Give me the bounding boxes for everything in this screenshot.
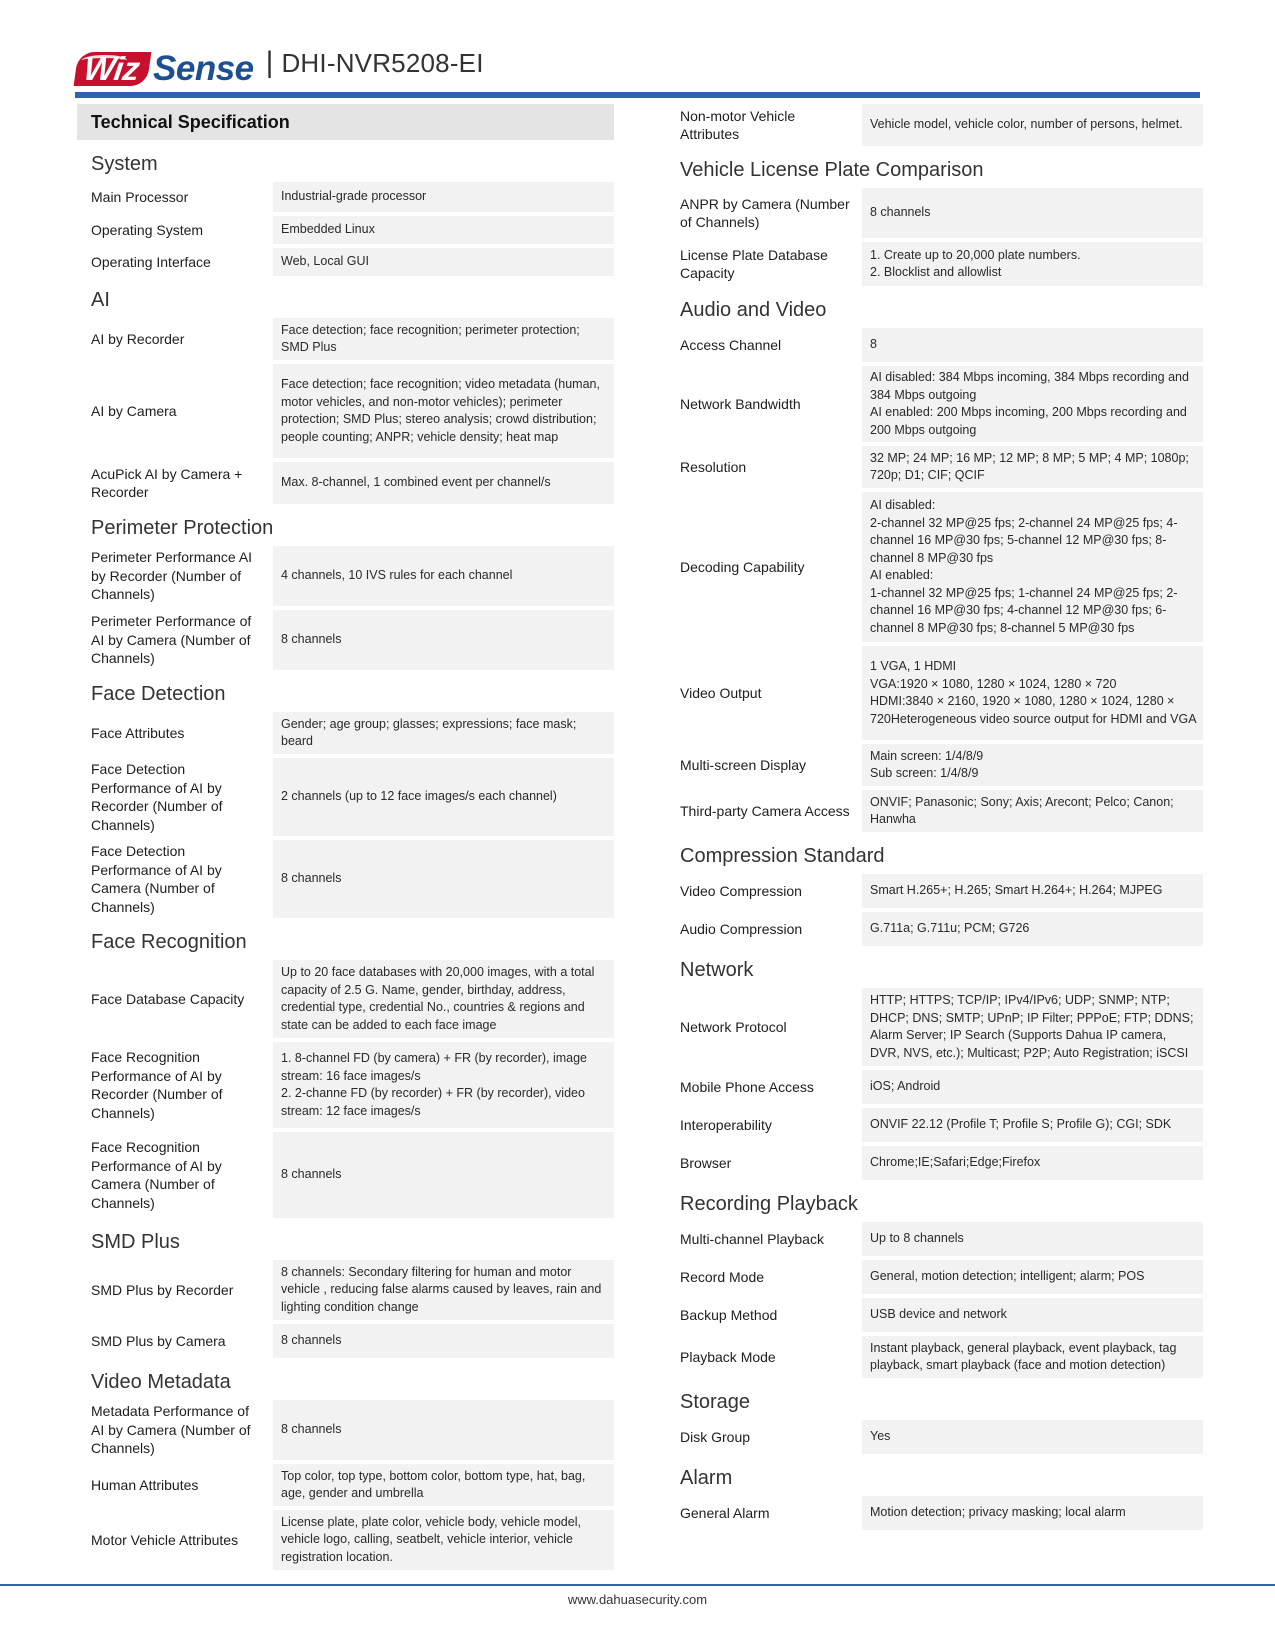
spec-row: [666, 366, 1203, 442]
section-title: Alarm: [680, 1467, 733, 1489]
spec-label: Operating System: [91, 221, 204, 238]
spec-label: Interoperability: [680, 1116, 772, 1133]
footer-url[interactable]: www.dahuasecurity.com: [567, 1592, 708, 1607]
spec-row: [77, 610, 614, 670]
spec-row: [666, 1496, 1203, 1530]
spec-row: [666, 1222, 1203, 1256]
spec-row: [666, 1298, 1203, 1332]
spec-label: Video Output: [680, 684, 762, 701]
spec-value: 8 channels: [862, 188, 1203, 238]
spec-label: SMD Plus by Camera: [91, 1332, 226, 1349]
spec-value: 8 channels: [273, 1324, 614, 1358]
spec-value: Face detection; face recognition; perimeter protection; SMD Plus: [273, 318, 614, 360]
spec-row: [666, 446, 1203, 488]
spec-label: Human Attributes: [91, 1476, 199, 1493]
section-title: Recording Playback: [680, 1193, 858, 1215]
spec-row: [666, 744, 1203, 786]
spec-label: Operating Interface: [91, 253, 211, 270]
spec-label: Disk Group: [680, 1428, 751, 1445]
spec-value: AI disabled: 2-channel 32 MP@25 fps; 2-channel 24 MP@25 fps; 4-channel 16 MP@30 fps; 5-channel 12 MP@30 fps; 8-channel 8 MP@30 fps AI enabled: 1-channel 32 MP@25 fps; 1-channel 24 MP@25 fps; 2-channel 16 MP@30 fps; 4-channel 12 MP@30 fps; 6-channel 8 MP@30 fps; 8-channel 5 MP@30 fps: [862, 492, 1203, 642]
spec-row: [77, 1042, 614, 1128]
spec-row: [666, 104, 1203, 146]
spec-value: 4 channels, 10 IVS rules for each channel: [273, 546, 614, 606]
spec-value: 8 channels: [273, 1132, 614, 1218]
spec-row: [666, 328, 1203, 362]
spec-value: 8 channels: [273, 840, 614, 918]
section-title: Video Metadata: [91, 1371, 231, 1393]
spec-value: Up to 8 channels: [862, 1222, 1203, 1256]
section-title: Storage: [680, 1391, 751, 1413]
spec-row: [666, 1108, 1203, 1142]
spec-value: Top color, top type, bottom color, bottom type, hat, bag, age, gender and umbrella: [273, 1464, 614, 1506]
spec-value: 32 MP; 24 MP; 16 MP; 12 MP; 8 MP; 5 MP; 4 MP; 1080p; 720p; D1; CIF; QCIF: [862, 446, 1203, 488]
spec-value: G.711a; G.711u; PCM; G726: [862, 912, 1203, 946]
spec-label: SMD Plus by Recorder: [91, 1281, 234, 1298]
spec-label: Face Detection Performance of AI by Camera (Number of Channels): [91, 843, 222, 915]
spec-row: [77, 1510, 614, 1570]
spec-row: [77, 1260, 614, 1320]
spec-row: [77, 1324, 614, 1358]
spec-value: 1 VGA, 1 HDMI VGA:1920 × 1080, 1280 × 1024, 1280 × 720 HDMI:3840 × 2160, 1920 × 1080, 1280 × 1024, 1280 × 720Heterogeneous video source output for HDMI and VGA: [862, 646, 1203, 740]
spec-label: Face Detection Performance of AI by Recorder (Number of Channels): [91, 761, 223, 833]
spec-value: Vehicle model, vehicle color, number of persons, helmet.: [862, 104, 1203, 146]
spec-label: Perimeter Performance of AI by Camera (Number of Channels): [91, 613, 252, 667]
spec-row: [666, 492, 1203, 642]
spec-row: [77, 758, 614, 836]
spec-value: iOS; Android: [862, 1070, 1203, 1104]
section-title: Compression Standard: [680, 845, 885, 867]
spec-label: Metadata Performance of AI by Camera (Number of Channels): [91, 1403, 251, 1457]
logo-wiz: Wiz: [74, 52, 152, 86]
spec-row: [666, 242, 1203, 286]
spec-row: [77, 182, 614, 212]
spec-row: [77, 462, 614, 504]
spec-value: General, motion detection; intelligent; alarm; POS: [862, 1260, 1203, 1294]
spec-label: Decoding Capability: [680, 558, 805, 575]
spec-row: [77, 960, 614, 1038]
section-title: Audio and Video: [680, 299, 827, 321]
spec-value: 8: [862, 328, 1203, 362]
spec-value: License plate, plate color, vehicle body, vehicle model, vehicle logo, calling, seatbelt, vehicle interior, vehicle registration location.: [273, 1510, 614, 1570]
wizsense-logo: [76, 40, 254, 86]
spec-row: [666, 912, 1203, 946]
spec-value: 8 channels: [273, 1400, 614, 1460]
spec-row: [77, 1464, 614, 1506]
spec-value: AI disabled: 384 Mbps incoming, 384 Mbps recording and 384 Mbps outgoing AI enabled: 200 Mbps incoming, 200 Mbps recording and 200 Mbps outgoing: [862, 366, 1203, 442]
spec-value: Smart H.265+; H.265; Smart H.264+; H.264; MJPEG: [862, 874, 1203, 908]
spec-label: Network Bandwidth: [680, 395, 801, 412]
spec-value: Up to 20 face databases with 20,000 images, with a total capacity of 2.5 G. Name, gender, birthday, address, credential type, credential No., countries & regions and state can be added to each face image: [273, 960, 614, 1038]
spec-row: [666, 790, 1203, 832]
spec-value: Max. 8-channel, 1 combined event per channel/s: [273, 462, 614, 504]
spec-value: 8 channels: Secondary filtering for human and motor vehicle , reducing false alarms caused by leaves, rain and lighting condition change: [273, 1260, 614, 1320]
header: [76, 38, 484, 88]
left-column: [77, 104, 614, 1574]
model-title: DHI-NVR5208-EI: [281, 48, 484, 78]
spec-label: Record Mode: [680, 1268, 765, 1285]
spec-row: [666, 1420, 1203, 1454]
spec-row: [666, 1336, 1203, 1378]
footer-rule: [0, 1584, 1275, 1586]
header-rule: [75, 92, 1200, 98]
header-separator: |: [265, 46, 274, 79]
spec-row: [666, 1146, 1203, 1180]
spec-value: ONVIF 22.12 (Profile T; Profile S; Profile G); CGI; SDK: [862, 1108, 1203, 1142]
spec-value: Web, Local GUI: [273, 248, 614, 276]
spec-label: AI by Recorder: [91, 330, 185, 347]
spec-row: [666, 1070, 1203, 1104]
spec-label: Non-motor Vehicle Attributes: [680, 107, 796, 142]
spec-label: Playback Mode: [680, 1348, 776, 1365]
spec-value: Face detection; face recognition; video metadata (human, motor vehicles, and non-motor vehicles); perimeter protection; SMD Plus; stereo analysis; crowd distribution; people counting; ANPR; vehicle density; heat map: [273, 364, 614, 458]
spec-value: Industrial-grade processor: [273, 182, 614, 212]
spec-label: Resolution: [680, 458, 747, 475]
spec-label: Main Processor: [91, 188, 189, 205]
spec-row: [666, 874, 1203, 908]
spec-row: [77, 216, 614, 244]
logo-sense: Sense: [153, 49, 254, 88]
right-column: [666, 104, 1203, 1534]
spec-value: Gender; age group; glasses; expressions; face mask; beard: [273, 712, 614, 754]
spec-row: [666, 988, 1203, 1066]
spec-title: Technical Specification: [77, 104, 614, 140]
section-title: Face Recognition: [91, 931, 247, 953]
spec-value: 8 channels: [273, 610, 614, 670]
section-title: Network: [680, 959, 754, 981]
spec-label: Multi-channel Playback: [680, 1230, 824, 1247]
section-title: AI: [91, 289, 110, 311]
spec-value: USB device and network: [862, 1298, 1203, 1332]
spec-value: HTTP; HTTPS; TCP/IP; IPv4/IPv6; UDP; SNMP; NTP; DHCP; DNS; SMTP; UPnP; IP Filter; PPPoE; FTP; DDNS; Alarm Server; IP Search (Supports Dahua IP camera, DVR, NVS, etc.); Multicast; P2P; Auto Registration; iSCSI: [862, 988, 1203, 1066]
spec-label: Browser: [680, 1154, 732, 1171]
spec-label: Multi-screen Display: [680, 756, 807, 773]
section-title: System: [91, 153, 158, 175]
spec-row: [77, 318, 614, 360]
spec-label: Motor Vehicle Attributes: [91, 1531, 239, 1548]
spec-label: Face Database Capacity: [91, 990, 245, 1007]
spec-row: [77, 248, 614, 276]
spec-label: Third-party Camera Access: [680, 802, 850, 819]
spec-row: [666, 646, 1203, 740]
spec-label: Access Channel: [680, 336, 782, 353]
spec-row: [666, 1260, 1203, 1294]
spec-label: Video Compression: [680, 882, 802, 899]
spec-label: License Plate Database Capacity: [680, 246, 828, 281]
section-title: Face Detection: [91, 683, 226, 705]
section-title: SMD Plus: [91, 1231, 180, 1253]
spec-label: Face Recognition Performance of AI by Camera (Number of Channels): [91, 1139, 222, 1211]
spec-label: Mobile Phone Access: [680, 1078, 814, 1095]
spec-row: [77, 1132, 614, 1218]
spec-label: Backup Method: [680, 1306, 778, 1323]
spec-label: General Alarm: [680, 1504, 770, 1521]
spec-row: [77, 546, 614, 606]
section-title: Perimeter Protection: [91, 517, 274, 539]
spec-label: Face Recognition Performance of AI by Recorder (Number of Channels): [91, 1049, 223, 1121]
spec-label: Audio Compression: [680, 920, 803, 937]
spec-value: 1. 8-channel FD (by camera) + FR (by recorder), image stream: 16 face images/s 2. 2-channe FD (by recorder) + FR (by recorder), video stream: 12 face images/s: [273, 1042, 614, 1128]
spec-label: AcuPick AI by Camera + Recorder: [91, 465, 243, 500]
spec-value: Yes: [862, 1420, 1203, 1454]
spec-value: 2 channels (up to 12 face images/s each channel): [273, 758, 614, 836]
spec-value: Chrome;IE;Safari;Edge;Firefox: [862, 1146, 1203, 1180]
spec-row: [666, 188, 1203, 238]
spec-value: Motion detection; privacy masking; local alarm: [862, 1496, 1203, 1530]
spec-value: Instant playback, general playback, event playback, tag playback, smart playback (face and motion detection): [862, 1336, 1203, 1378]
spec-value: Main screen: 1/4/8/9 Sub screen: 1/4/8/9: [862, 744, 1203, 786]
spec-value: 1. Create up to 20,000 plate numbers. 2. Blocklist and allowlist: [862, 242, 1203, 286]
spec-label: Network Protocol: [680, 1018, 787, 1035]
spec-label: ANPR by Camera (Number of Channels): [680, 195, 850, 230]
spec-value: Embedded Linux: [273, 216, 614, 244]
spec-label: Perimeter Performance AI by Recorder (Number of Channels): [91, 549, 253, 603]
spec-value: ONVIF; Panasonic; Sony; Axis; Arecont; Pelco; Canon; Hanwha: [862, 790, 1203, 832]
spec-label: AI by Camera: [91, 402, 177, 419]
spec-row: [77, 1400, 614, 1460]
spec-row: [77, 712, 614, 754]
spec-label: Face Attributes: [91, 724, 185, 741]
spec-row: [77, 840, 614, 918]
spec-row: [77, 364, 614, 458]
section-title: Vehicle License Plate Comparison: [680, 159, 984, 181]
